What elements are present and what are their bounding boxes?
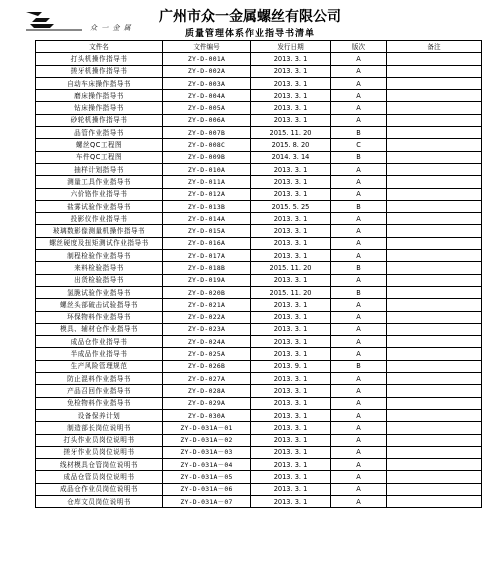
table-row	[36, 200, 482, 212]
file-code-cell: ZY-D-019A	[163, 274, 251, 286]
file-code-cell: ZY-D-030A	[163, 409, 251, 421]
file-name-cell: 打头作业员岗位说明书	[36, 434, 163, 446]
version-cell: A	[331, 163, 387, 175]
file-code-cell: ZY-D-031A－03	[163, 446, 251, 458]
file-code-cell: ZY-D-022A	[163, 311, 251, 323]
remarks-cell	[387, 471, 482, 483]
table-row	[36, 434, 482, 446]
file-code-cell: ZY-D-021A	[163, 299, 251, 311]
file-code-cell: ZY-D-023A	[163, 323, 251, 335]
remarks-cell	[387, 237, 482, 249]
file-code-cell: ZY-D-017A	[163, 250, 251, 262]
issue-date-cell: 2013. 3. 1	[251, 225, 331, 237]
issue-date-cell: 2013. 3. 1	[251, 409, 331, 421]
remarks-cell	[387, 434, 482, 446]
file-code-cell: ZY-D-003A	[163, 77, 251, 89]
file-code-cell: ZY-D-026B	[163, 360, 251, 372]
table-row	[36, 459, 482, 471]
remarks-cell	[387, 323, 482, 335]
file-name-cell: 螺丝硬度及扭矩测试作业指导书	[36, 237, 163, 249]
issue-date-cell: 2013. 3. 1	[251, 483, 331, 495]
table-row	[36, 373, 482, 385]
file-code-cell: ZY-D-018B	[163, 262, 251, 274]
issue-date-cell: 2013. 3. 1	[251, 471, 331, 483]
table-row	[36, 65, 482, 77]
remarks-cell	[387, 274, 482, 286]
issue-date-cell: 2013. 3. 1	[251, 274, 331, 286]
version-cell: A	[331, 77, 387, 89]
table-row	[36, 336, 482, 348]
issue-date-cell: 2015. 11. 20	[251, 127, 331, 139]
remarks-cell	[387, 250, 482, 262]
remarks-cell	[387, 348, 482, 360]
issue-date-cell: 2013. 3. 1	[251, 397, 331, 409]
remarks-cell	[387, 213, 482, 225]
version-cell: B	[331, 151, 387, 163]
file-name-cell: 盐雾试验作业指导书	[36, 200, 163, 212]
table-row	[36, 237, 482, 249]
file-name-cell: 成品仓作业指导书	[36, 336, 163, 348]
remarks-cell	[387, 385, 482, 397]
file-code-cell: ZY-D-031A－04	[163, 459, 251, 471]
version-cell: A	[331, 483, 387, 495]
remarks-cell	[387, 262, 482, 274]
version-cell: A	[331, 274, 387, 286]
column-header-file-code: 文件编号	[163, 41, 251, 53]
remarks-cell	[387, 151, 482, 163]
file-name-cell: 六价铬作业指导书	[36, 188, 163, 200]
version-cell: A	[331, 459, 387, 471]
table-row	[36, 176, 482, 188]
table-row	[36, 127, 482, 139]
table-row	[36, 360, 482, 372]
version-cell: A	[331, 311, 387, 323]
version-cell: B	[331, 286, 387, 298]
file-code-cell: ZY-D-016A	[163, 237, 251, 249]
issue-date-cell: 2013. 3. 1	[251, 53, 331, 65]
file-name-cell: 投影仪作业指导书	[36, 213, 163, 225]
file-code-cell: ZY-D-031A－07	[163, 495, 251, 507]
issue-date-cell: 2013. 9. 1	[251, 360, 331, 372]
table-row	[36, 385, 482, 397]
remarks-cell	[387, 360, 482, 372]
version-cell: A	[331, 102, 387, 114]
file-code-cell: ZY-D-031A－02	[163, 434, 251, 446]
file-code-cell: ZY-D-011A	[163, 176, 251, 188]
table-row	[36, 495, 482, 507]
remarks-cell	[387, 311, 482, 323]
remarks-cell	[387, 422, 482, 434]
column-header-issue-date: 发行日期	[251, 41, 331, 53]
file-code-cell: ZY-D-001A	[163, 53, 251, 65]
version-cell: A	[331, 471, 387, 483]
version-cell: A	[331, 250, 387, 262]
file-code-cell: ZY-D-012A	[163, 188, 251, 200]
file-name-cell: 测量工具作业指导书	[36, 176, 163, 188]
version-cell: C	[331, 139, 387, 151]
file-name-cell: 设备保养计划	[36, 409, 163, 421]
table-row	[36, 409, 482, 421]
table-row	[36, 213, 482, 225]
version-cell: A	[331, 299, 387, 311]
remarks-cell	[387, 200, 482, 212]
remarks-cell	[387, 446, 482, 458]
table-row	[36, 53, 482, 65]
remarks-cell	[387, 127, 482, 139]
version-cell: A	[331, 225, 387, 237]
issue-date-cell: 2013. 3. 1	[251, 495, 331, 507]
file-code-cell: ZY-D-010A	[163, 163, 251, 175]
remarks-cell	[387, 102, 482, 114]
remarks-cell	[387, 163, 482, 175]
remarks-cell	[387, 176, 482, 188]
table-row	[36, 446, 482, 458]
file-code-cell: ZY-D-020B	[163, 286, 251, 298]
remarks-cell	[387, 225, 482, 237]
version-cell: A	[331, 434, 387, 446]
version-cell: A	[331, 397, 387, 409]
file-name-cell: 钻床操作指导书	[36, 102, 163, 114]
issue-date-cell: 2015. 5. 25	[251, 200, 331, 212]
issue-date-cell: 2015. 11. 20	[251, 262, 331, 274]
issue-date-cell: 2013. 3. 1	[251, 434, 331, 446]
file-name-cell: 打头机操作指导书	[36, 53, 163, 65]
file-code-cell: ZY-D-024A	[163, 336, 251, 348]
table-row	[36, 274, 482, 286]
file-code-cell: ZY-D-031A－06	[163, 483, 251, 495]
file-name-cell: 玻璃数影像测量机操作指导书	[36, 225, 163, 237]
table-row	[36, 422, 482, 434]
table-row	[36, 471, 482, 483]
file-code-cell: ZY-D-025A	[163, 348, 251, 360]
remarks-cell	[387, 188, 482, 200]
file-name-cell: 免检物料作业指导书	[36, 397, 163, 409]
table-row	[36, 286, 482, 298]
file-name-cell: 制程检验作业指导书	[36, 250, 163, 262]
table-row	[36, 299, 482, 311]
file-name-cell: 模具、辅材仓作业指导书	[36, 323, 163, 335]
issue-date-cell: 2013. 3. 1	[251, 385, 331, 397]
issue-date-cell: 2013. 3. 1	[251, 237, 331, 249]
file-code-cell: ZY-D-014A	[163, 213, 251, 225]
issue-date-cell: 2014. 3. 14	[251, 151, 331, 163]
file-name-cell: 砂轮机操作指导书	[36, 114, 163, 126]
version-cell: A	[331, 65, 387, 77]
file-code-cell: ZY-D-031A－05	[163, 471, 251, 483]
issue-date-cell: 2013. 3. 1	[251, 459, 331, 471]
file-code-cell: ZY-D-031A－01	[163, 422, 251, 434]
issue-date-cell: 2013. 3. 1	[251, 213, 331, 225]
table-row	[36, 114, 482, 126]
table-row	[36, 397, 482, 409]
column-header-file-name: 文件名	[36, 41, 163, 53]
issue-date-cell: 2013. 3. 1	[251, 90, 331, 102]
remarks-cell	[387, 65, 482, 77]
version-cell: A	[331, 53, 387, 65]
logo-text: 众 一 金 属	[90, 24, 132, 32]
table-row	[36, 348, 482, 360]
version-cell: B	[331, 127, 387, 139]
version-cell: A	[331, 188, 387, 200]
table-row	[36, 225, 482, 237]
version-cell: A	[331, 422, 387, 434]
file-code-cell: ZY-D-009B	[163, 151, 251, 163]
remarks-cell	[387, 459, 482, 471]
table-row	[36, 483, 482, 495]
remarks-cell	[387, 299, 482, 311]
file-name-cell: 环保物料作业指导书	[36, 311, 163, 323]
file-name-cell: 来料检验指导书	[36, 262, 163, 274]
version-cell: A	[331, 373, 387, 385]
issue-date-cell: 2013. 3. 1	[251, 336, 331, 348]
file-code-cell: ZY-D-005A	[163, 102, 251, 114]
issue-date-cell: 2013. 3. 1	[251, 422, 331, 434]
file-code-cell: ZY-D-008C	[163, 139, 251, 151]
remarks-cell	[387, 397, 482, 409]
column-header-version: 版次	[331, 41, 387, 53]
file-name-cell: 抽样计划指导书	[36, 163, 163, 175]
table-row	[36, 262, 482, 274]
table-row	[36, 311, 482, 323]
version-cell: A	[331, 114, 387, 126]
file-name-cell: 半成品作业指导书	[36, 348, 163, 360]
table-row	[36, 163, 482, 175]
column-header-remarks: 备注	[387, 41, 482, 53]
version-cell: B	[331, 200, 387, 212]
remarks-cell	[387, 373, 482, 385]
file-code-cell: ZY-D-027A	[163, 373, 251, 385]
version-cell: A	[331, 348, 387, 360]
file-code-cell: ZY-D-013B	[163, 200, 251, 212]
version-cell: A	[331, 495, 387, 507]
remarks-cell	[387, 53, 482, 65]
file-name-cell: 成品仓作业员岗位说明书	[36, 483, 163, 495]
file-code-cell: ZY-D-004A	[163, 90, 251, 102]
remarks-cell	[387, 495, 482, 507]
file-code-cell: ZY-D-015A	[163, 225, 251, 237]
version-cell: A	[331, 237, 387, 249]
file-name-cell: 成品仓管员岗位说明书	[36, 471, 163, 483]
file-name-cell: 制造部长岗位说明书	[36, 422, 163, 434]
file-name-cell: 车件QC工程图	[36, 151, 163, 163]
remarks-cell	[387, 90, 482, 102]
version-cell: A	[331, 323, 387, 335]
version-cell: B	[331, 262, 387, 274]
version-cell: A	[331, 90, 387, 102]
file-name-cell: 生产风险管理规范	[36, 360, 163, 372]
table-row	[36, 151, 482, 163]
issue-date-cell: 2013. 3. 1	[251, 311, 331, 323]
issue-date-cell: 2015. 11. 20	[251, 286, 331, 298]
version-cell: A	[331, 446, 387, 458]
file-name-cell: 品管作业指导书	[36, 127, 163, 139]
issue-date-cell: 2013. 3. 1	[251, 250, 331, 262]
issue-date-cell: 2013. 3. 1	[251, 446, 331, 458]
version-cell: A	[331, 213, 387, 225]
file-code-cell: ZY-D-002A	[163, 65, 251, 77]
issue-date-cell: 2013. 3. 1	[251, 323, 331, 335]
version-cell: A	[331, 409, 387, 421]
file-name-cell: 氢脆试验作业指导书	[36, 286, 163, 298]
version-cell: A	[331, 336, 387, 348]
file-name-cell: 防止混料作业指导书	[36, 373, 163, 385]
file-code-cell: ZY-D-006A	[163, 114, 251, 126]
issue-date-cell: 2013. 3. 1	[251, 163, 331, 175]
remarks-cell	[387, 336, 482, 348]
issue-date-cell: 2013. 3. 1	[251, 176, 331, 188]
table-row	[36, 139, 482, 151]
issue-date-cell: 2013. 3. 1	[251, 188, 331, 200]
issue-date-cell: 2013. 3. 1	[251, 114, 331, 126]
document-title: 质量管理体系作业指导书清单	[184, 29, 315, 39]
file-name-cell: 磨床操作指导书	[36, 90, 163, 102]
file-code-cell: ZY-D-028A	[163, 385, 251, 397]
file-name-cell: 仓库文员岗位说明书	[36, 495, 163, 507]
file-code-cell: ZY-D-029A	[163, 397, 251, 409]
remarks-cell	[387, 286, 482, 298]
table-row	[36, 323, 482, 335]
issue-date-cell: 2013. 3. 1	[251, 65, 331, 77]
table-body	[36, 53, 482, 508]
issue-date-cell: 2013. 3. 1	[251, 102, 331, 114]
issue-date-cell: 2013. 3. 1	[251, 373, 331, 385]
file-name-cell: 线材模具仓管岗位说明书	[36, 459, 163, 471]
version-cell: A	[331, 176, 387, 188]
table-row	[36, 102, 482, 114]
table-row	[36, 77, 482, 89]
file-name-cell: 产品召回作业指导书	[36, 385, 163, 397]
remarks-cell	[387, 483, 482, 495]
file-name-cell: 搓牙机操作指导书	[36, 65, 163, 77]
issue-date-cell: 2013. 3. 1	[251, 348, 331, 360]
file-code-cell: ZY-D-007B	[163, 127, 251, 139]
company-name: 广州市众一金属螺丝有限公司	[159, 9, 341, 25]
file-name-cell: 出货检验指导书	[36, 274, 163, 286]
issue-date-cell: 2015. 8. 20	[251, 139, 331, 151]
issue-date-cell: 2013. 3. 1	[251, 299, 331, 311]
file-name-cell: 螺丝QC工程图	[36, 139, 163, 151]
table-row	[36, 250, 482, 262]
table-row	[36, 90, 482, 102]
document-list-table	[35, 40, 482, 508]
file-name-cell: 螺丝头部破击试验指导书	[36, 299, 163, 311]
file-name-cell: 自动车床操作指导书	[36, 77, 163, 89]
file-name-cell: 搓牙作业员岗位说明书	[36, 446, 163, 458]
version-cell: A	[331, 385, 387, 397]
table-header-row	[36, 41, 482, 53]
table-row	[36, 188, 482, 200]
remarks-cell	[387, 114, 482, 126]
remarks-cell	[387, 409, 482, 421]
issue-date-cell: 2013. 3. 1	[251, 77, 331, 89]
version-cell: B	[331, 360, 387, 372]
remarks-cell	[387, 139, 482, 151]
remarks-cell	[387, 77, 482, 89]
